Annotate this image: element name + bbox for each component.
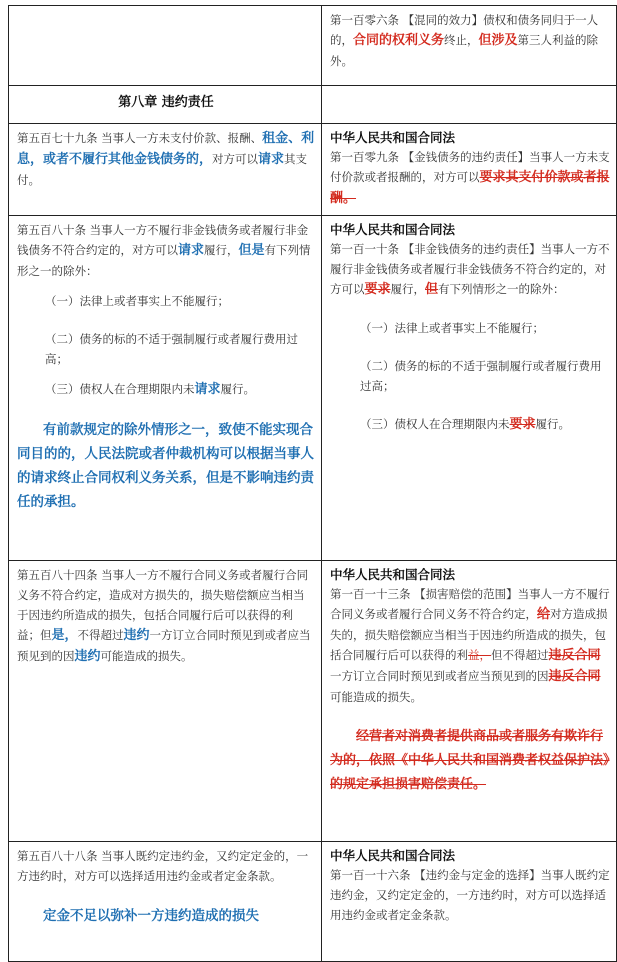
changed-text: 是，: [51, 628, 78, 643]
spacer: [330, 300, 610, 318]
changed-text: 租金、利息，或者不履行其他金钱债务的，: [17, 131, 315, 167]
table-row: [9, 6, 617, 86]
article-text: [330, 584, 610, 707]
civil-code-cell: [9, 216, 322, 561]
list-item: [330, 414, 610, 435]
contract-law-cell: [322, 6, 617, 86]
changed-text: 请求: [178, 243, 205, 258]
text-span: 履行。: [535, 417, 571, 431]
contract-law-cell: [322, 561, 617, 842]
changed-text: 违约: [123, 628, 150, 643]
added-paragraph: 有前款规定的除外情形之一，致使不能实现合同目的的，人民法院或者仲裁机构可以根据当事人的请求终止合同权利义务关系，但是不影响违约责任的承担。: [17, 422, 314, 510]
list-item: [17, 379, 315, 400]
added-paragraph: 定金不足以弥补一方违约造成的损失: [43, 908, 259, 924]
article-text: [330, 10, 610, 71]
spacer: [17, 369, 315, 379]
chapter-title: 第八章 违约责任: [118, 95, 214, 110]
deleted-paragraph: 经营者对消费者提供商品或者服务有欺诈行为的，依照《中华人民共和国消费者权益保护法》的规定承担损害赔偿责任。: [330, 729, 610, 792]
text-span: 第五百七十九条 当事人一方未支付价款、报酬、: [17, 131, 263, 145]
text-span: （三）债权人在合理期限内未: [45, 382, 195, 396]
spacer: [17, 281, 315, 291]
civil-code-cell: [9, 124, 322, 216]
article-text: [330, 147, 610, 209]
text-span: 有下列情形之一的除外：: [438, 282, 565, 296]
text-span: 其支付。: [17, 152, 308, 187]
article-text: 第五百八十八条 当事人既约定违约金，又约定定金的，一方违约时，对方可以选择适用违约金或者定金条款。: [17, 849, 309, 883]
table-row: [9, 842, 617, 962]
spacer: [330, 707, 610, 725]
deleted-text: 违反合同: [548, 669, 601, 684]
table-row: [9, 216, 617, 561]
text-span: 履行。: [220, 382, 256, 396]
law-title: 中华人民共和国合同法: [330, 848, 456, 863]
text-span: 一方订立合同时预见到或者应当预见到的因: [17, 628, 311, 663]
changed-text: 合同的权利义务: [353, 33, 445, 48]
spacer: [330, 338, 610, 356]
text-span: 第三人利益的除外。: [330, 33, 599, 68]
text-span: 履行，: [204, 243, 239, 257]
text-span: 第一百一十条 【非金钱债务的违约责任】当事人一方不履行非金钱债务或者履行非金钱债务不符合约定的，对方可以: [330, 242, 610, 296]
deleted-text: 要求: [364, 282, 391, 297]
deleted-text: 违反合同: [548, 648, 601, 663]
contract-law-cell: [322, 216, 617, 561]
chapter-cell: [9, 86, 322, 124]
spacer: [17, 886, 315, 904]
text-span: 履行，: [390, 282, 426, 296]
table-row: [9, 124, 617, 216]
list-item: （一）法律上或者事实上不能履行；: [360, 321, 544, 335]
comparison-table: [8, 5, 617, 962]
text-span: 但不得超过: [491, 648, 549, 662]
law-title: 中华人民共和国合同法: [330, 222, 456, 237]
contract-law-cell: [322, 124, 617, 216]
text-span: 有下列情形之一的除外：: [17, 243, 311, 278]
article-text: 第一百一十六条 【违约金与定金的选择】当事人既约定违约金，又约定定金的，一方违约时，对方可以选择适用违约金或者定金条款。: [330, 868, 610, 922]
changed-text: 但涉及: [478, 33, 518, 48]
text-span: 对方造成损失的，损失赔偿额应当相当于因违约所造成的损失，包括合同履行后可以获得的利: [330, 607, 608, 662]
contract-law-cell: [322, 842, 617, 962]
deleted-text: 给: [537, 607, 551, 622]
civil-code-cell: [9, 561, 322, 842]
spacer: [17, 311, 315, 329]
text-span: 可能造成的损失。: [100, 649, 193, 663]
article-text: [17, 128, 315, 190]
article-text: [17, 565, 315, 667]
law-title: 中华人民共和国合同法: [330, 567, 456, 582]
civil-code-cell: [9, 842, 322, 962]
text-span: 第五百八十四条 当事人一方不履行合同义务或者履行合同义务不符合约定，造成对方损失的，损失赔偿额应当相当于因违约所造成的损失，包括合同履行后可以获得的利益；但: [17, 568, 309, 642]
text-span: 终止，: [444, 33, 479, 47]
deleted-text: 益，: [468, 648, 491, 662]
law-title: 中华人民共和国合同法: [330, 130, 456, 145]
text-span: 一方订立合同时预见到或者应当预见到的因: [330, 669, 549, 683]
deleted-text: 要求: [509, 417, 536, 432]
table-row: [9, 561, 617, 842]
article-text: [330, 239, 610, 300]
text-span: 不得超过: [77, 628, 124, 642]
text-span: 第一百一十三条 【损害赔偿的范围】当事人一方不履行合同义务或者履行合同义务不符合约定，: [330, 587, 610, 621]
changed-text: 但是: [238, 243, 265, 258]
article-text: [17, 220, 315, 281]
civil-code-cell: [9, 6, 322, 86]
text-span: 对方可以: [212, 152, 259, 166]
deleted-text: 但: [425, 282, 439, 297]
text-span: 第一百零九条 【金钱债务的违约责任】当事人一方未支付价款或者报酬的，对方可以: [330, 150, 610, 184]
text-span: （三）债权人在合理期限内未: [360, 417, 510, 431]
table-row: [9, 86, 617, 124]
list-item: （一）法律上或者事实上不能履行；: [45, 294, 229, 308]
list-item: （二）债务的标的不适于强制履行或者履行费用过高；: [45, 332, 298, 366]
text-span: 可能造成的损失。: [330, 690, 422, 704]
contract-law-cell: [322, 86, 617, 124]
text-span: 第一百零六条 【混同的效力】债权和债务同归于一人的，: [330, 13, 599, 47]
changed-text: 违约: [74, 649, 101, 664]
changed-text: 请求: [258, 152, 285, 167]
spacer: [17, 400, 315, 418]
list-item: （二）债务的标的不适于强制履行或者履行费用过高；: [360, 359, 602, 393]
changed-text: 请求: [194, 382, 221, 397]
text-span: 第五百八十条 当事人一方不履行非金钱债务或者履行非金钱债务不符合约定的，对方可以: [17, 223, 309, 257]
deleted-text: 要求其支付价款或者报酬。: [330, 170, 610, 206]
spacer: [330, 396, 610, 414]
